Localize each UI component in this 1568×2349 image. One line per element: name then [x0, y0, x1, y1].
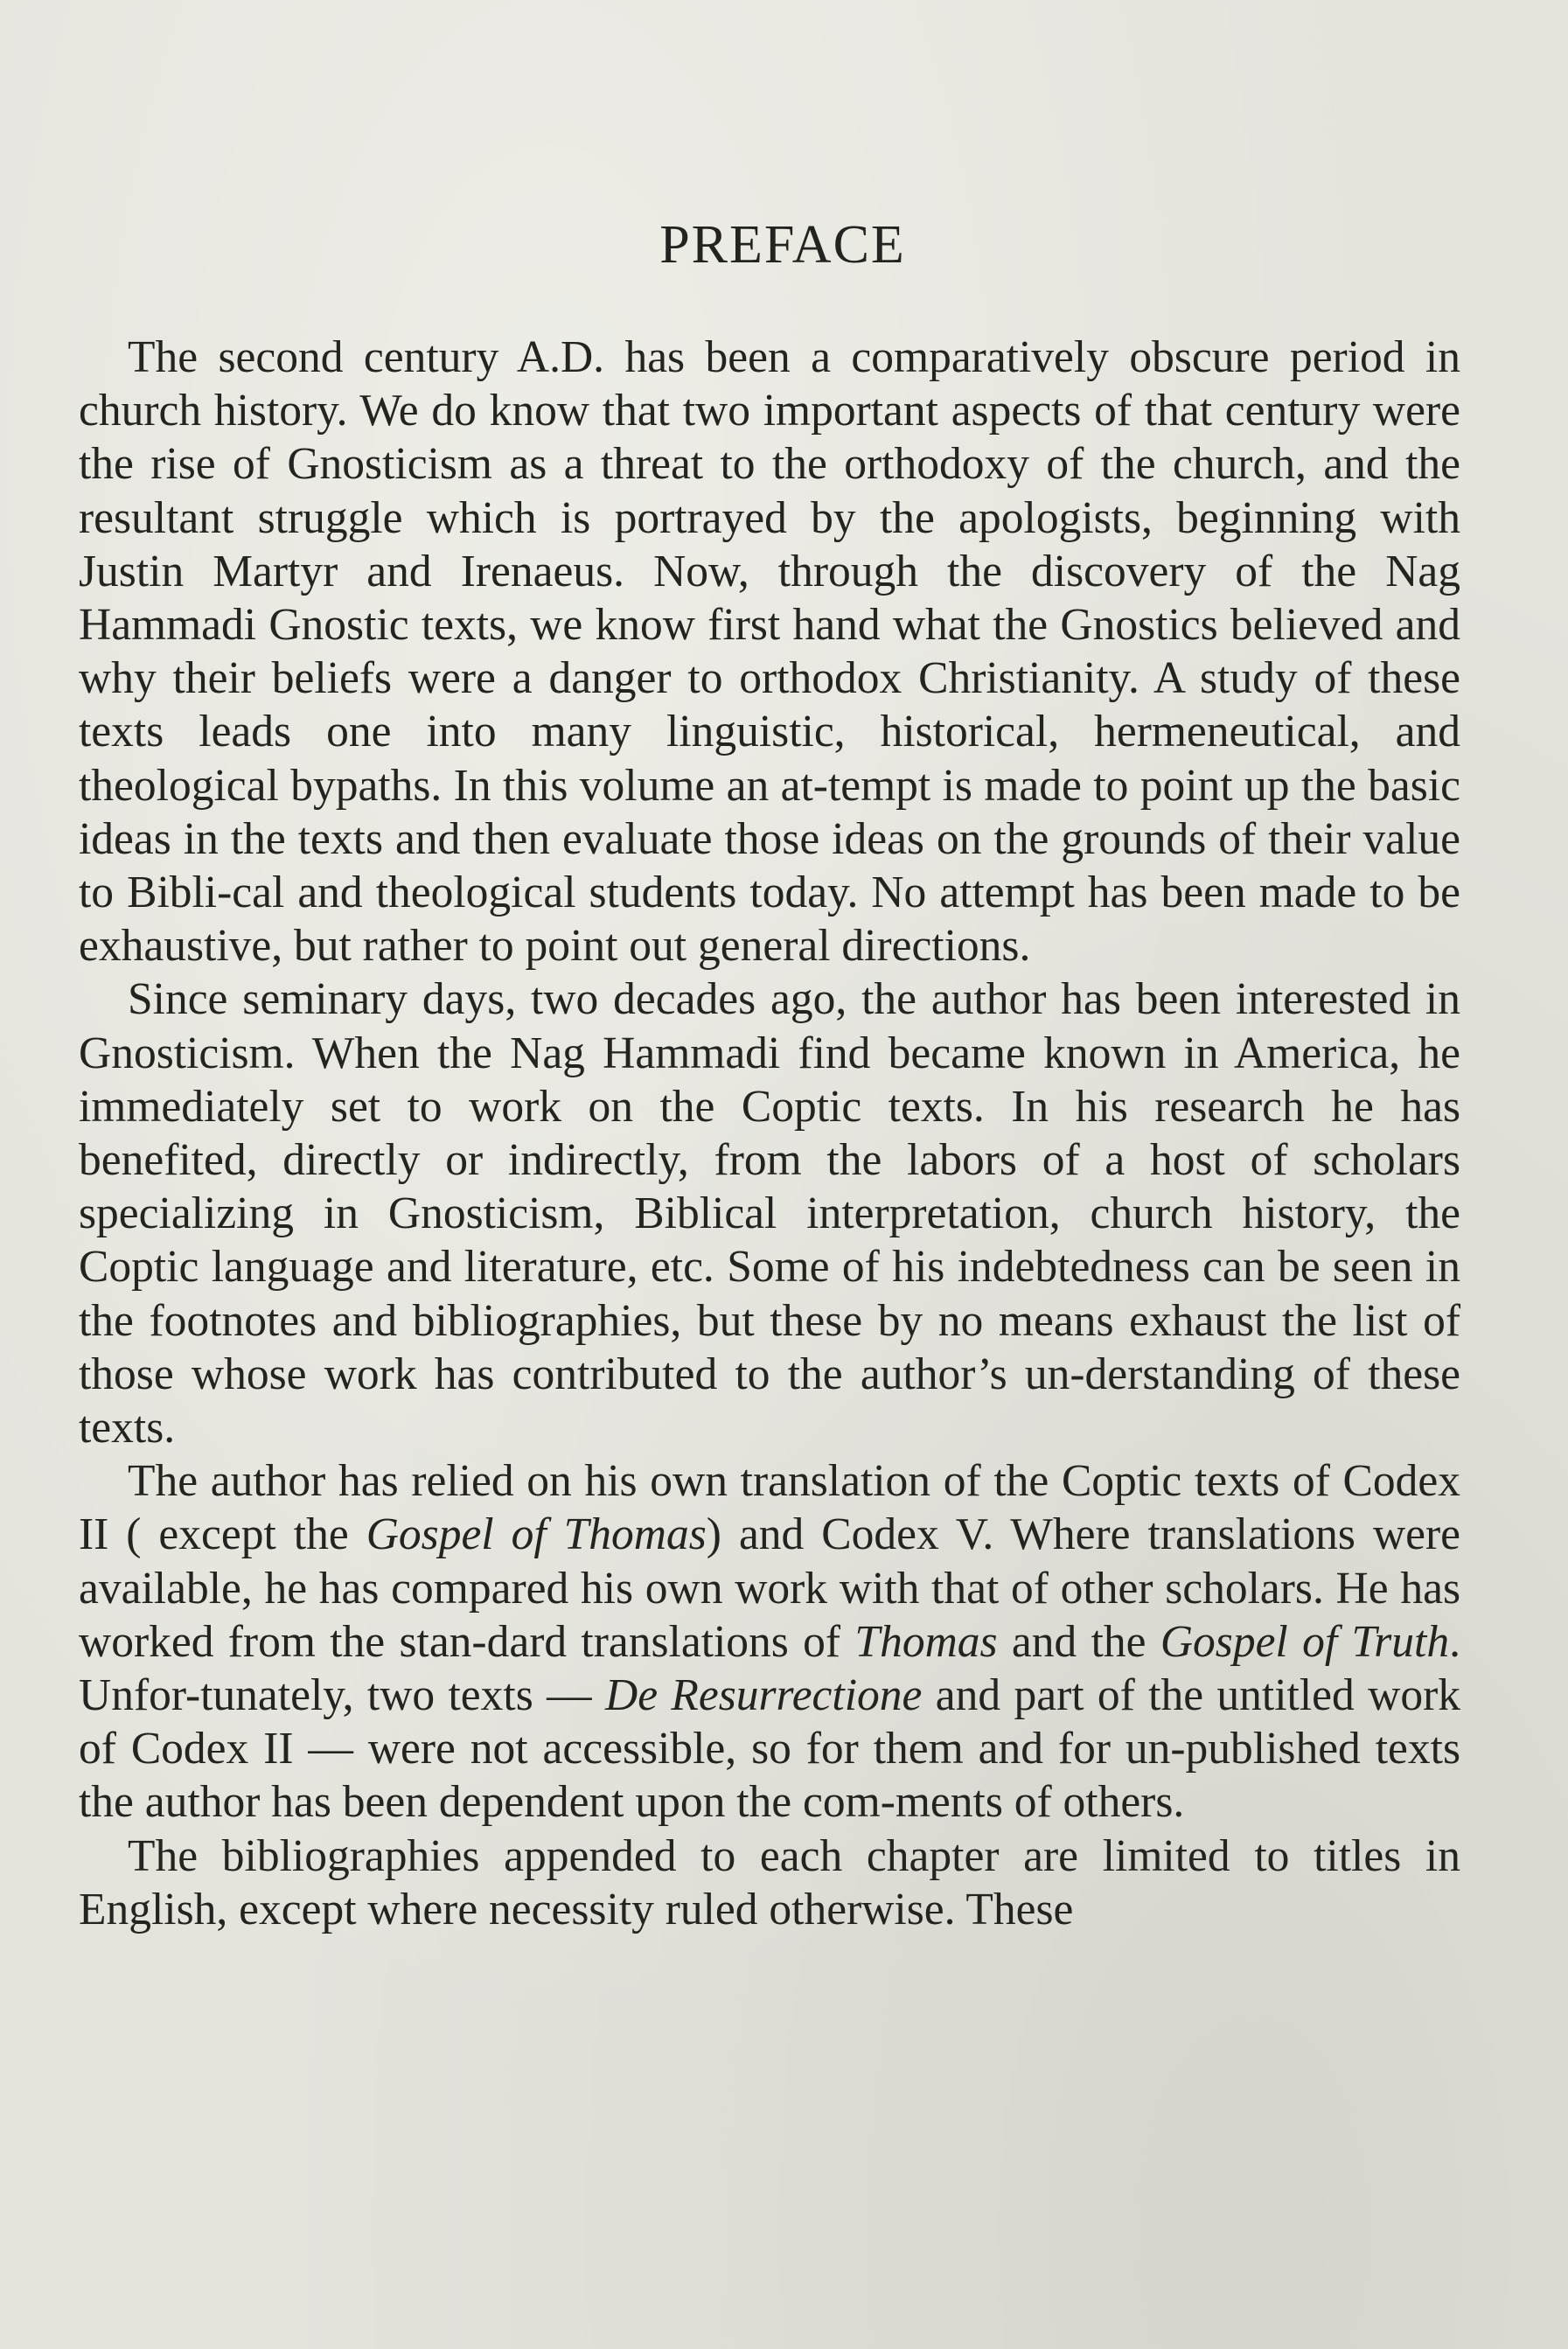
- paragraph-text: and part of the untitled work of Codex II — were not accessible, so for them and for un-published texts the author has been dependent upon the com-ments of others.: [79, 1670, 1460, 1828]
- italic-title: Gospel of Truth: [1160, 1616, 1450, 1667]
- paragraph-text: Since seminary days, two decades ago, the author has been interested in Gnosticism. When the Nag Hammadi find became known in America, he immediately set to work on the Coptic texts. In his research he has benefited, directly or indirectly, from the labors of a host of scholars specializing in Gnosticism, Biblical interpretation, church history, the Coptic language and literature, etc. Some of his indebtedness can be seen in the footnotes and bibliographies, but these by no means exhaust the list of those whose work has contributed to the author’s un-derstanding of these texts.: [79, 974, 1460, 1453]
- paragraph: [79, 331, 1460, 972]
- paragraph: [79, 972, 1460, 1454]
- italic-title: Gospel of Thomas: [366, 1509, 707, 1560]
- paragraph-text: and the: [997, 1616, 1160, 1667]
- italic-title: Thomas: [854, 1616, 998, 1667]
- book-page: [79, 214, 1460, 1936]
- page-title: PREFACE: [659, 215, 906, 275]
- paragraph-text: ) and Codex V. Where translations were available, he has compared his own work with that of other scholars. He has worked from the stan-dard translations of: [79, 1509, 1460, 1667]
- paragraph-text: The bibliographies appended to each chapter are limited to titles in English, except where necessity ruled otherwise. These: [79, 1830, 1460, 1934]
- paragraph: [79, 1830, 1460, 1936]
- paragraph-text: . Unfor-tunately, two texts —: [79, 1616, 1460, 1721]
- paragraph-text: The second century A.D. has been a comparatively obscure period in church history. We do know that two important aspects of that century were the rise of Gnosticism as a threat to the orthodoxy of the church, and the resultant struggle which is portrayed by the apologists, beginning with Justin Martyr and Irenaeus. Now, through the discovery of the Nag Hammadi Gnostic texts, we know first hand what the Gnostics believed and why their beliefs were a danger to orthodox Christianity. A study of these texts leads one into many linguistic, historical, hermeneutical, and theological bypaths. In this volume an at-tempt is made to point up the basic ideas in the texts and then evaluate those ideas on the grounds of their value to Bibli-cal and theological students today. No attempt has been made to be exhaustive, but rather to point out general directions.: [79, 332, 1460, 972]
- paragraph-text: The author has relied on his own translation of the Coptic texts of Codex II ( except the: [79, 1456, 1460, 1560]
- paragraph: [79, 1454, 1460, 1829]
- italic-title: De Resurrectione: [605, 1670, 923, 1721]
